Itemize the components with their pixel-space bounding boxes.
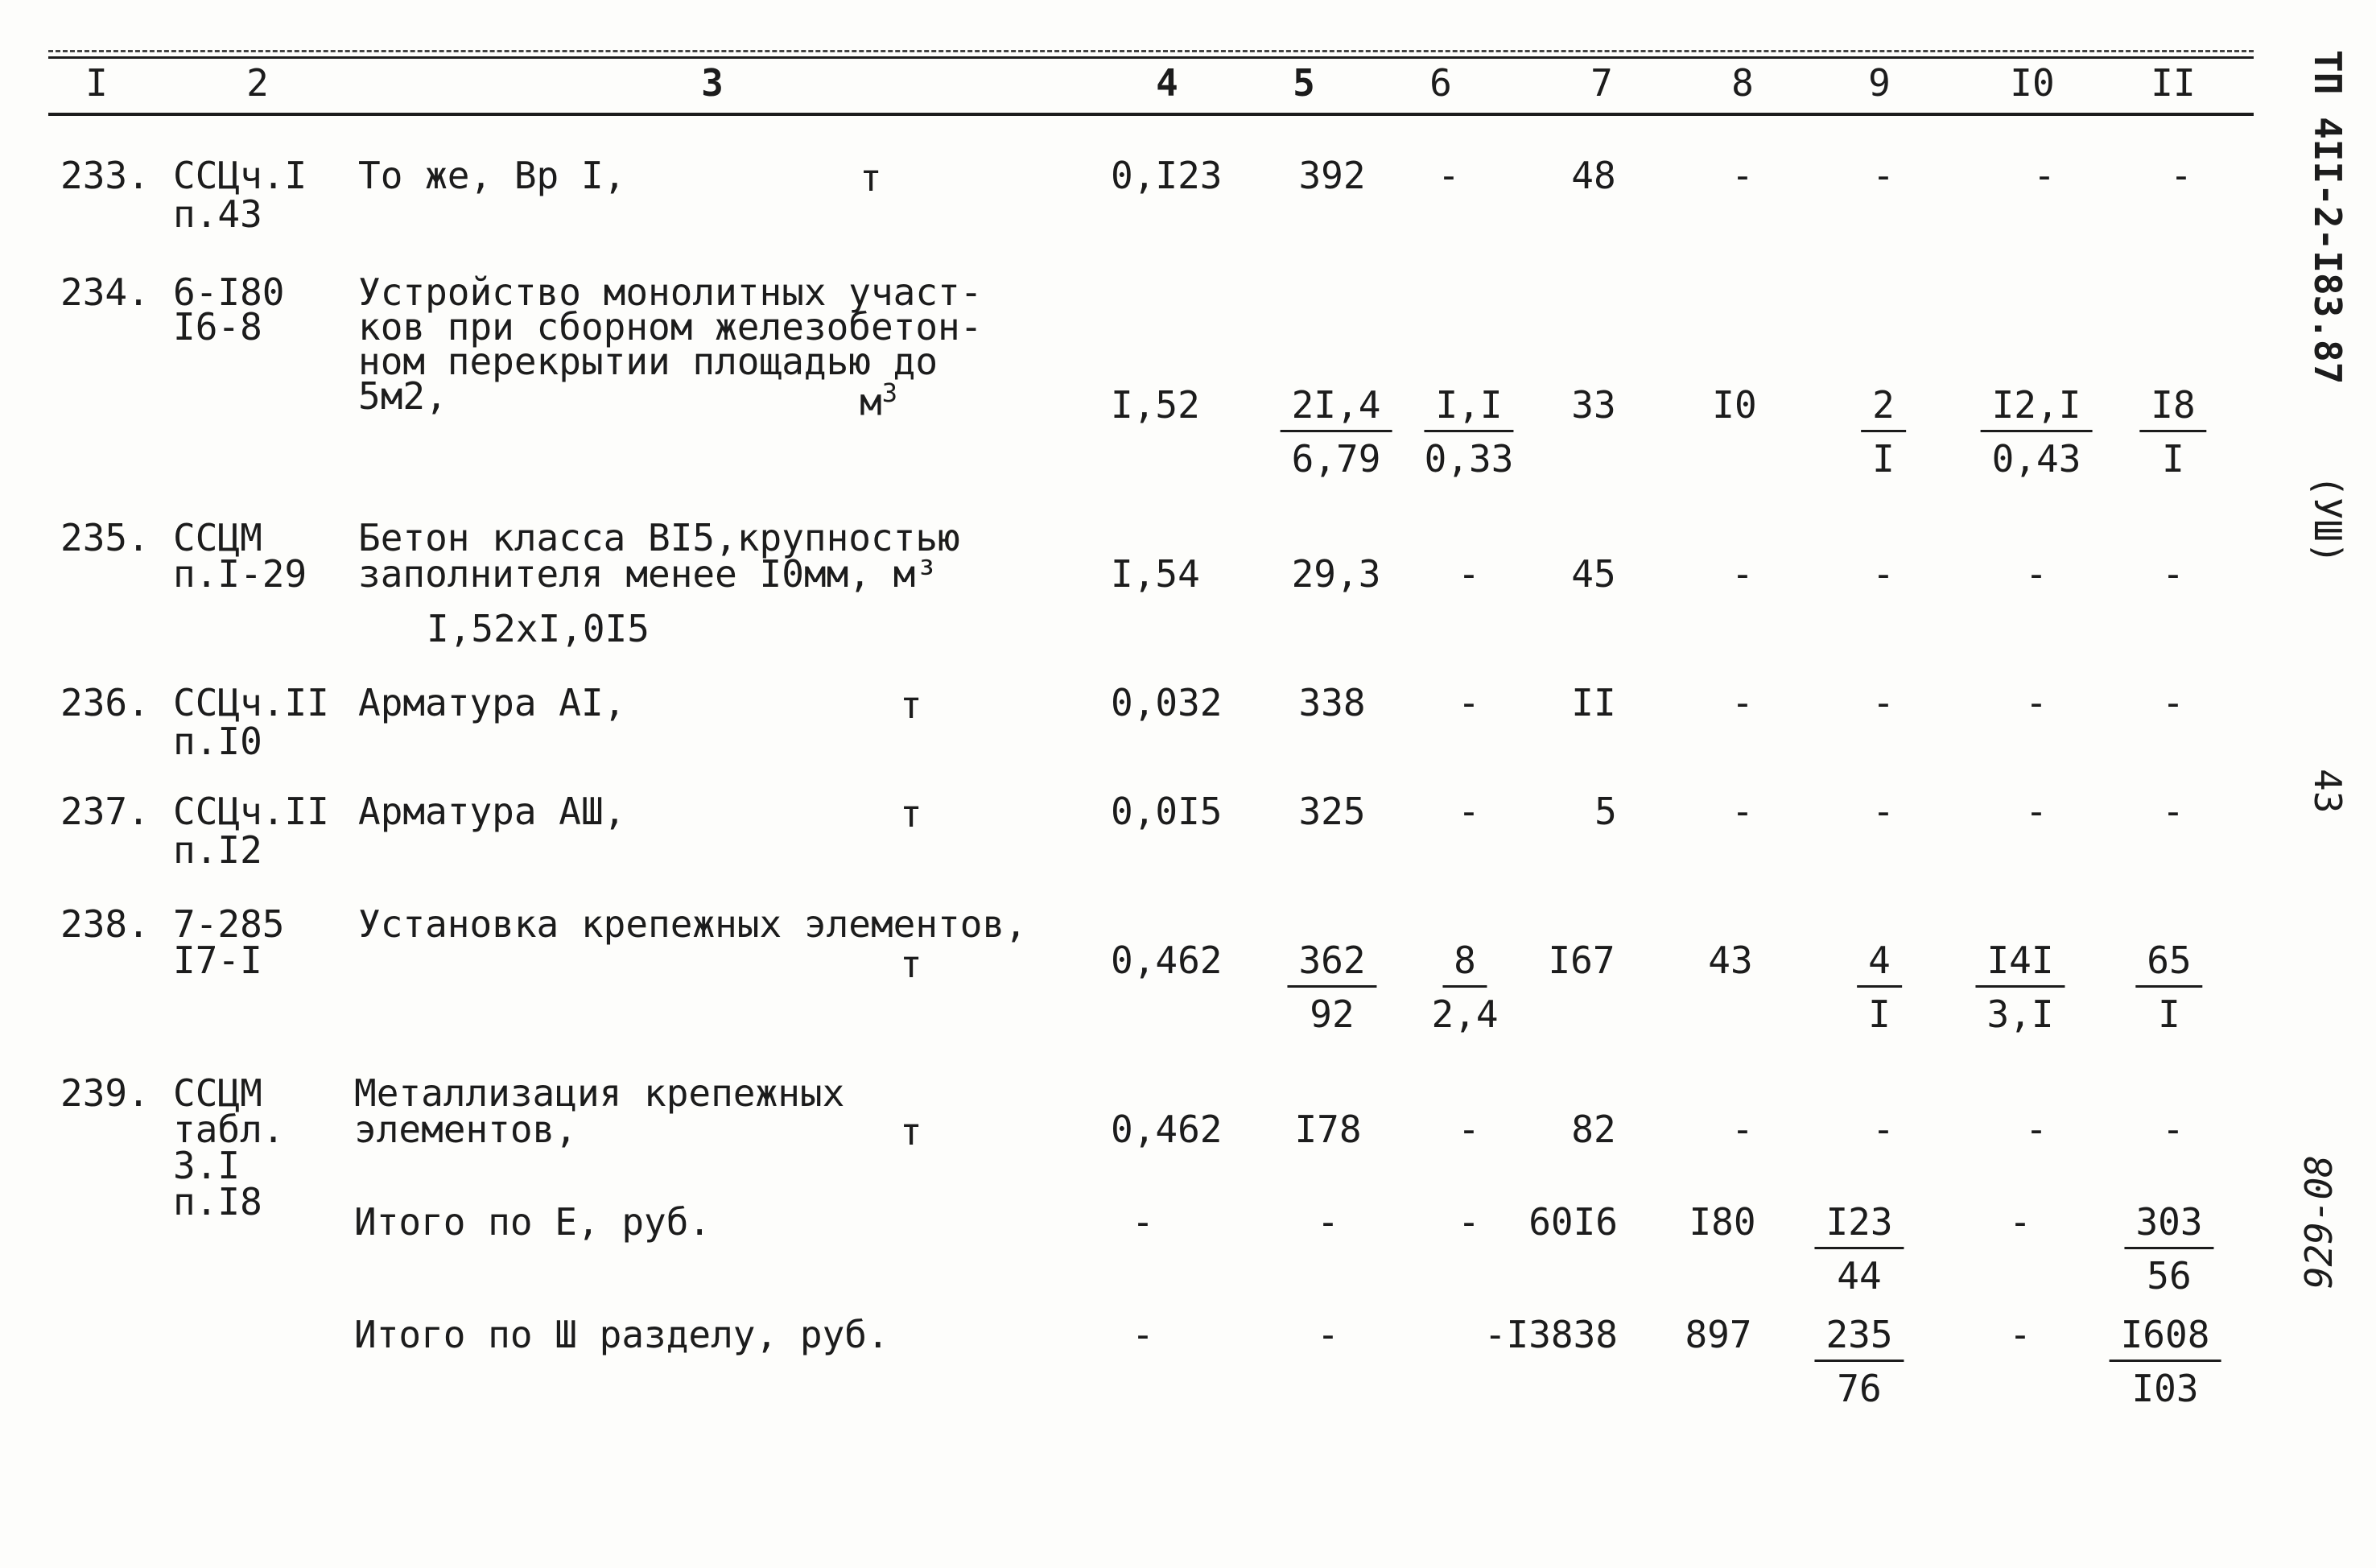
work-description: элементов, xyxy=(354,1108,577,1151)
work-description: Арматура АШ, xyxy=(358,790,626,833)
row-number: 237. xyxy=(60,790,150,833)
col9-fraction: $\frac{2}{I}$ xyxy=(1861,386,1906,477)
col5-value: 325 xyxy=(1298,790,1366,833)
col9-value: - xyxy=(1872,1108,1895,1151)
header-bottom-rule xyxy=(48,113,2254,116)
col11-fraction: $\frac{I8}{I}$ xyxy=(2139,386,2206,477)
col6-value: - xyxy=(1438,154,1460,197)
totals-label: Итого по Е, руб. xyxy=(354,1200,712,1244)
col5-value: I78 xyxy=(1294,1108,1362,1151)
col5-fraction: $\frac{2I,4}{6,79}$ xyxy=(1281,386,1392,477)
col11-fraction: $\frac{303}{56}$ xyxy=(2124,1203,2213,1294)
header-col-8: 8 xyxy=(1731,61,1754,105)
col10-value: - xyxy=(2025,1108,2048,1151)
col11-value: - xyxy=(2162,552,2184,596)
col9-value: - xyxy=(1872,154,1895,197)
unit: $м^3$ xyxy=(860,378,897,424)
col9-fraction: $\frac{I23}{44}$ xyxy=(1814,1203,1904,1294)
price-code: п.I2 xyxy=(173,828,262,872)
col6-value: - xyxy=(1458,1200,1480,1244)
col7-value: -I3838 xyxy=(1483,1313,1618,1356)
col5-value: - xyxy=(1317,1313,1339,1356)
header-col-1: I xyxy=(85,61,108,105)
col11-fraction: $\frac{65}{I}$ xyxy=(2135,942,2202,1033)
header-col-2: 2 xyxy=(246,61,269,105)
quantity: I,52 xyxy=(1111,383,1200,427)
price-code: п.I0 xyxy=(173,720,262,763)
work-description: ном перекрытии площадью до xyxy=(358,340,938,383)
col7-value: 33 xyxy=(1571,383,1616,427)
margin-stamp: 929-08 xyxy=(2297,1155,2341,1289)
quantity: 0,032 xyxy=(1111,681,1223,724)
col6-value: - xyxy=(1458,552,1480,596)
price-code: п.43 xyxy=(173,192,262,236)
col11-fraction: $\frac{I608}{I03}$ xyxy=(2110,1316,2221,1407)
col10-value: - xyxy=(2033,154,2056,197)
quantity: 0,462 xyxy=(1111,1108,1223,1151)
header-col-4: 4 xyxy=(1156,61,1178,105)
col5-fraction: $\frac{362}{92}$ xyxy=(1287,942,1376,1033)
unit-superscript: 3 xyxy=(881,378,897,408)
col8-value: - xyxy=(1731,552,1754,596)
row-number: 238. xyxy=(60,902,150,946)
header-col-5: 5 xyxy=(1293,61,1315,105)
col6-fraction: $\frac{I,I}{0,33}$ xyxy=(1424,383,1514,481)
quantity: I,54 xyxy=(1111,552,1200,596)
col8-value: I0 xyxy=(1712,383,1757,427)
price-code: ССЦМ xyxy=(173,1071,262,1115)
col6-value: - xyxy=(1458,790,1480,833)
col5-value: 338 xyxy=(1298,681,1366,724)
col10-value: - xyxy=(2009,1313,2032,1356)
col9-fraction: $\frac{4}{I}$ xyxy=(1857,942,1902,1033)
work-description: Арматура АI, xyxy=(358,681,626,724)
col8-value: I80 xyxy=(1689,1200,1756,1244)
col10-fraction: $\frac{I4I}{3,I}$ xyxy=(1975,942,2065,1033)
work-description: Металлизация крепежных xyxy=(354,1071,845,1115)
unit: т xyxy=(900,792,922,836)
col11-value: - xyxy=(2162,1108,2184,1151)
price-code: п.I-29 xyxy=(173,552,307,596)
price-code: 6-I80 xyxy=(173,270,285,314)
col6-value: - xyxy=(1458,681,1480,724)
price-code: табл. xyxy=(173,1108,285,1151)
col9-value: - xyxy=(1872,552,1895,596)
col5-value: 392 xyxy=(1298,154,1366,197)
col10-value: - xyxy=(2025,552,2048,596)
work-description: ков при сборном железобетон- xyxy=(358,305,983,349)
margin-page-number: 43 xyxy=(2306,769,2349,814)
col11-value: - xyxy=(2170,154,2192,197)
col7-value: 60I6 xyxy=(1528,1200,1618,1244)
col8-value: - xyxy=(1731,790,1754,833)
unit: т xyxy=(900,683,922,727)
unit: т xyxy=(860,156,882,200)
col6-fraction: $\frac{8}{2,4}$ xyxy=(1431,939,1499,1036)
header-col-3: 3 xyxy=(701,61,724,105)
totals-label: Итого по Ш разделу, руб. xyxy=(354,1313,889,1356)
price-code: 3.I xyxy=(173,1144,241,1187)
work-description: Установка крепежных элементов, xyxy=(358,902,1027,946)
col8-value: 897 xyxy=(1685,1313,1752,1356)
col7-value: II xyxy=(1571,681,1616,724)
col8-value: - xyxy=(1731,1108,1754,1151)
work-description: 5м2, xyxy=(358,374,448,418)
col10-value: - xyxy=(2025,790,2048,833)
col8-value: 43 xyxy=(1708,939,1753,982)
unit: т xyxy=(900,943,922,986)
col6-value: - xyxy=(1458,1108,1480,1151)
price-code: ССЦч.II xyxy=(173,790,329,833)
quantity: 0,462 xyxy=(1111,939,1223,982)
row-number: 234. xyxy=(60,270,150,314)
price-code: 7-285 xyxy=(173,902,285,946)
col4-value: - xyxy=(1132,1313,1154,1356)
col5-value: - xyxy=(1317,1200,1339,1244)
price-code: ССЦч.I xyxy=(173,154,307,197)
header-col-11: II xyxy=(2151,61,2196,105)
row-number: 236. xyxy=(60,681,150,724)
price-code: п.I8 xyxy=(173,1180,262,1223)
header-col-7: 7 xyxy=(1590,61,1613,105)
col10-value: - xyxy=(2009,1200,2032,1244)
col7-value: 82 xyxy=(1571,1108,1616,1151)
col9-value: - xyxy=(1872,790,1895,833)
col10-fraction: $\frac{I2,I}{0,43}$ xyxy=(1981,386,2093,477)
col9-value: - xyxy=(1872,681,1895,724)
work-description: Устройство монолитных участ- xyxy=(358,270,983,314)
col7-value: 45 xyxy=(1571,552,1616,596)
col10-value: - xyxy=(2025,681,2048,724)
header-col-10: I0 xyxy=(2010,61,2055,105)
row-number: 239. xyxy=(60,1071,150,1115)
price-code: I6-8 xyxy=(173,305,262,349)
row-number: 233. xyxy=(60,154,150,197)
quantity: 0,0I5 xyxy=(1111,790,1223,833)
price-code: ССЦМ xyxy=(173,516,262,559)
col4-value: - xyxy=(1132,1200,1154,1244)
header-top-rule xyxy=(48,56,2254,59)
col7-value: 5 xyxy=(1594,790,1617,833)
col11-value: - xyxy=(2162,681,2184,724)
row-number: 235. xyxy=(60,516,150,559)
price-code: ССЦч.II xyxy=(173,681,329,724)
col11-value: - xyxy=(2162,790,2184,833)
header-col-9: 9 xyxy=(1868,61,1891,105)
work-description: заполнителя менее I0мм, м³ xyxy=(358,552,938,596)
col7-value: I67 xyxy=(1548,939,1615,982)
header-col-6: 6 xyxy=(1429,61,1452,105)
work-description: То же, Вр I, xyxy=(358,154,626,197)
col7-value: 48 xyxy=(1571,154,1616,197)
work-description: Бетон класса ВI5,крупностью xyxy=(358,516,960,559)
calculation-note: I,52хI,0I5 xyxy=(427,607,650,650)
margin-doc-code: ТП 4II-2-I83.87 xyxy=(2306,50,2349,385)
col9-fraction: $\frac{235}{76}$ xyxy=(1814,1316,1904,1407)
col8-value: - xyxy=(1731,154,1754,197)
margin-album: (УШ) xyxy=(2306,475,2349,564)
price-code: I7-I xyxy=(173,939,262,982)
col8-value: - xyxy=(1731,681,1754,724)
col5-value: 29,3 xyxy=(1291,552,1381,596)
unit: т xyxy=(900,1110,922,1153)
quantity: 0,I23 xyxy=(1111,154,1223,197)
top-dashed-line xyxy=(48,50,2254,52)
